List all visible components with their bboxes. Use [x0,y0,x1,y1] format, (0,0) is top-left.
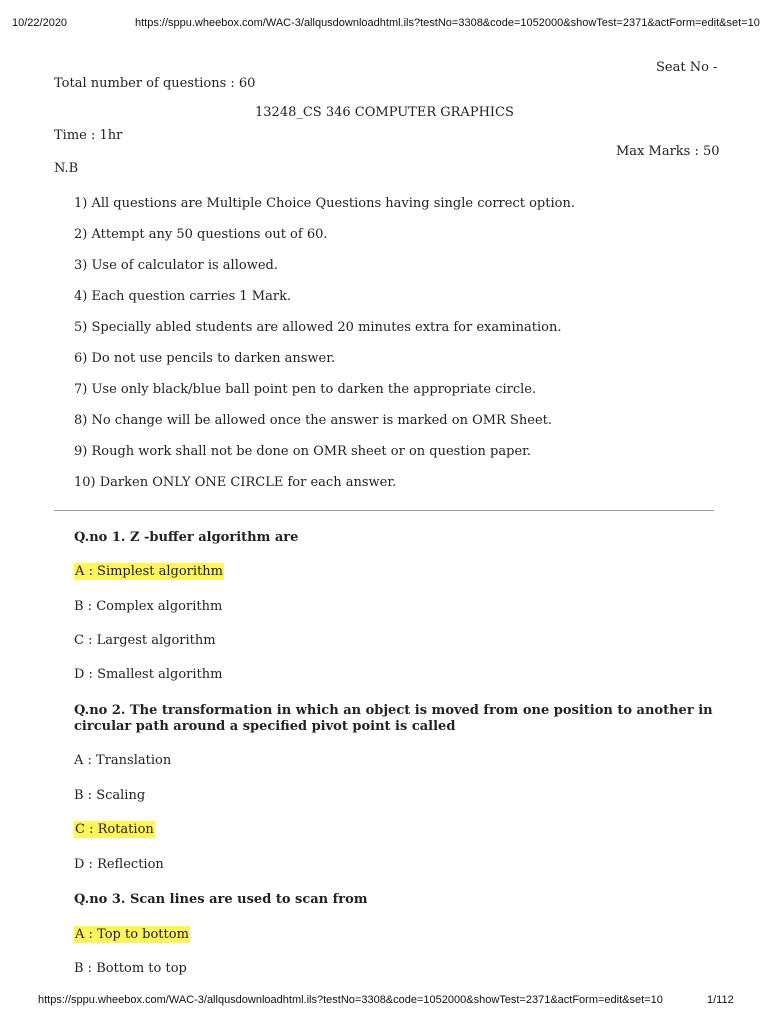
print-footer [0,994,768,1008]
answer-highlight: C : Rotation [75,822,154,837]
option-c [74,822,155,838]
question-text: Q.no 1. Z -buffer algorithm are [74,530,299,545]
option-c: C : Largest algorithm [74,633,216,648]
print-url: https://sppu.wheebox.com/WAC-3/allqusdownloadhtml.ils?testNo=3308&code=1052000&showTest=2371&actForm=edit&set=10 [135,17,760,29]
page-number: 1/112 [707,994,734,1006]
question-text-continued: circular path around a specified pivot point is called [74,719,456,734]
question-text: Q.no 2. The transformation in which an object is moved from one position to another in [74,703,713,718]
instruction-item: 4) Each question carries 1 Mark. [74,289,292,304]
option-b: B : Scaling [74,788,146,803]
question-text: Q.no 3. Scan lines are used to scan from [74,892,368,907]
instruction-item: 8) No change will be allowed once the answer is marked on OMR Sheet. [74,413,552,428]
instruction-item: 7) Use only black/blue ball point pen to darken the appropriate circle. [74,382,537,397]
print-header [0,17,768,31]
print-date: 10/22/2020 [12,17,68,29]
instruction-item: 1) All questions are Multiple Choice Questions having single correct option. [74,196,575,211]
instruction-item: 9) Rough work shall not be done on OMR sheet or on question paper. [74,444,532,459]
instruction-item: 10) Darken ONLY ONE CIRCLE for each answer. [74,475,397,490]
option-a: A : Translation [74,753,172,768]
footer-url: https://sppu.wheebox.com/WAC-3/allqusdownloadhtml.ils?testNo=3308&code=1052000&showTest=2371&actForm=edit&set=10 [38,994,663,1006]
option-d: D : Reflection [74,857,164,872]
option-a [74,564,224,580]
seat-number: Seat No - [656,60,718,75]
answer-highlight: A : Top to bottom [75,927,189,942]
instruction-item: 6) Do not use pencils to darken answer. [74,351,336,366]
option-b: B : Bottom to top [74,961,187,976]
option-a [74,927,190,943]
max-marks: Max Marks : 50 [616,144,720,159]
answer-highlight: A : Simplest algorithm [75,564,223,579]
exam-time: Time : 1hr [54,128,123,143]
option-b: B : Complex algorithm [74,599,223,614]
total-questions: Total number of questions : 60 [54,76,256,91]
nb-label: N.B [54,161,79,176]
instruction-item: 2) Attempt any 50 questions out of 60. [74,227,328,242]
section-divider [54,510,714,511]
exam-title: 13248_CS 346 COMPUTER GRAPHICS [255,105,514,120]
instruction-item: 5) Specially abled students are allowed 20 minutes extra for examination. [74,320,562,335]
option-d: D : Smallest algorithm [74,667,223,682]
instruction-item: 3) Use of calculator is allowed. [74,258,278,273]
